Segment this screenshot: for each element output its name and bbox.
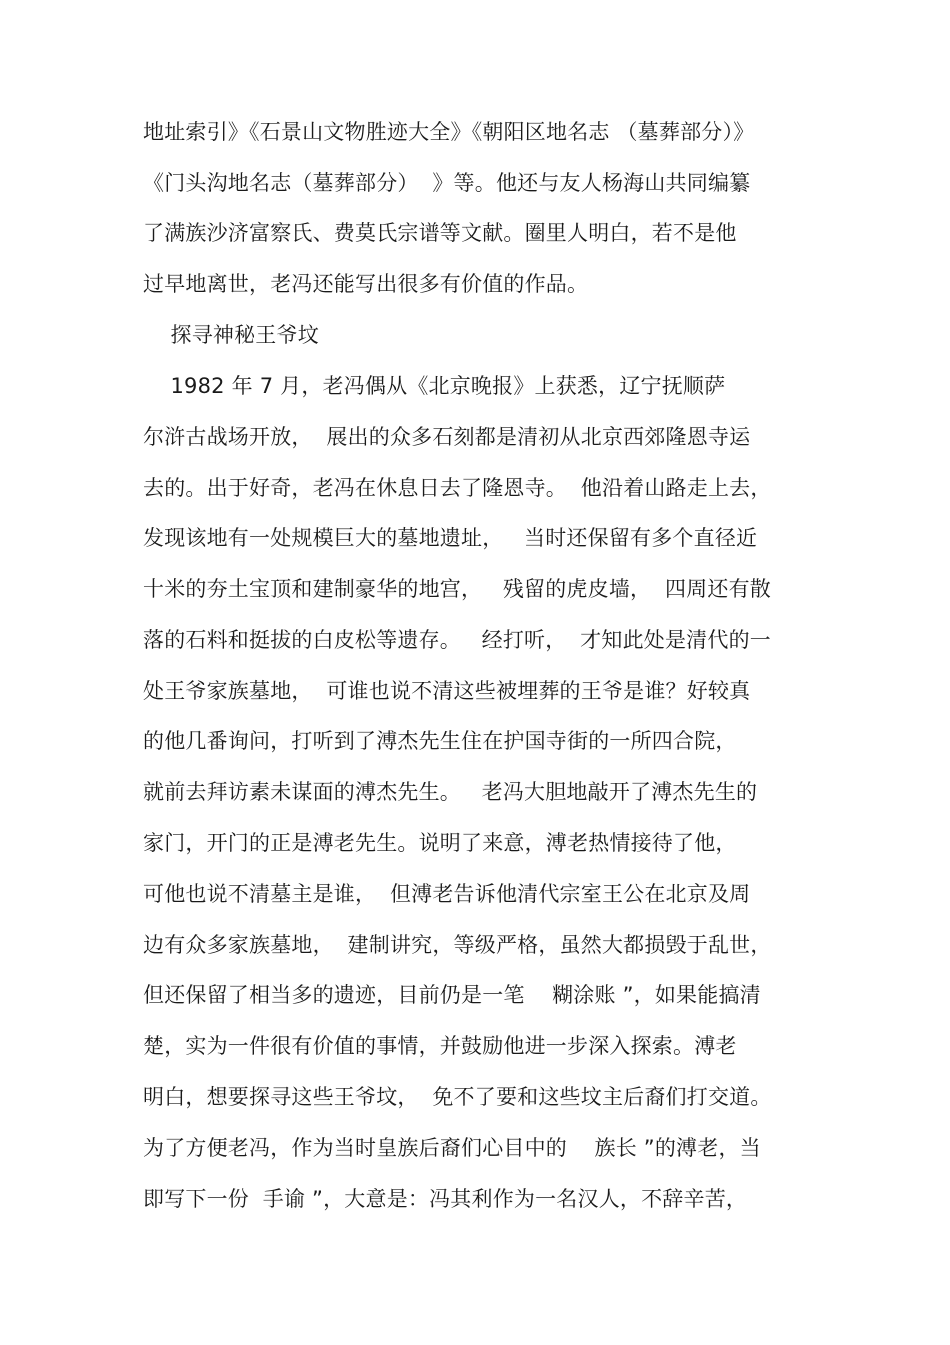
text-line: 1982 年 7 月，老冯偶从《北京晚报》上获悉，辽宁抚顺萨	[143, 374, 726, 398]
text-line: 去的。出于好奇，老冯在休息日去了隆恩寺。 他沿着山路走上去，	[143, 476, 772, 500]
text-line: 地址索引》《石景山文物胜迹大全》《朝阳区地名志 （墓葬部分）》	[143, 120, 755, 144]
text-line: 即写下一份 手谕 ”，大意是：冯其利作为一名汉人，不辞辛苦，	[143, 1187, 748, 1211]
text-line: 但还保留了相当多的遗迹，目前仍是一笔 糊涂账 ”，如果能搞清	[143, 983, 761, 1007]
text-line: 家门，开门的正是溥老先生。说明了来意，溥老热情接待了他，	[143, 831, 737, 855]
text-line: 就前去拜访素未谋面的溥杰先生。 老冯大胆地敲开了溥杰先生的	[143, 780, 758, 804]
text-line: 明白，想要探寻这些王爷坟， 免不了要和这些坟主后裔们打交道。	[143, 1085, 772, 1109]
text-line: 十米的夯土宝顶和建制豪华的地宫， 残留的虎皮墙， 四周还有散	[143, 577, 771, 601]
section-heading: 探寻神秘王爷坟	[143, 323, 319, 347]
text-line: 楚，实为一件很有价值的事情，并鼓励他进一步深入探索。溥老	[143, 1034, 737, 1058]
text-line: 的他几番询问，打听到了溥杰先生住在护国寺街的一所四合院，	[143, 729, 737, 753]
text-line: 尔浒古战场开放， 展出的众多石刻都是清初从北京西郊隆恩寺运	[143, 425, 751, 449]
text-line: 可他也说不清墓主是谁， 但溥老告诉他清代宗室王公在北京及周	[143, 882, 751, 906]
text-line: 《门头沟地名志（墓葬部分） 》等。他还与友人杨海山共同编纂	[143, 171, 751, 195]
text-line: 了满族沙济富察氏、费莫氏宗谱等文献。圈里人明白，若不是他	[143, 221, 737, 245]
text-line: 为了方便老冯，作为当时皇族后裔们心目中的 族长 ”的溥老，当	[143, 1136, 761, 1160]
text-line: 处王爷家族墓地， 可谁也说不清这些被埋葬的王爷是谁？好较真	[143, 679, 751, 703]
text-line: 发现该地有一处规模巨大的墓地遗址， 当时还保留有多个直径近	[143, 526, 758, 550]
text-line: 过早地离世，老冯还能写出很多有价值的作品。	[143, 272, 589, 296]
text-line: 落的石料和挺拔的白皮松等遗存。 经打听， 才知此处是清代的一	[143, 628, 771, 652]
text-line: 边有众多家族墓地， 建制讲究，等级严格，虽然大都损毁于乱世，	[143, 933, 772, 957]
